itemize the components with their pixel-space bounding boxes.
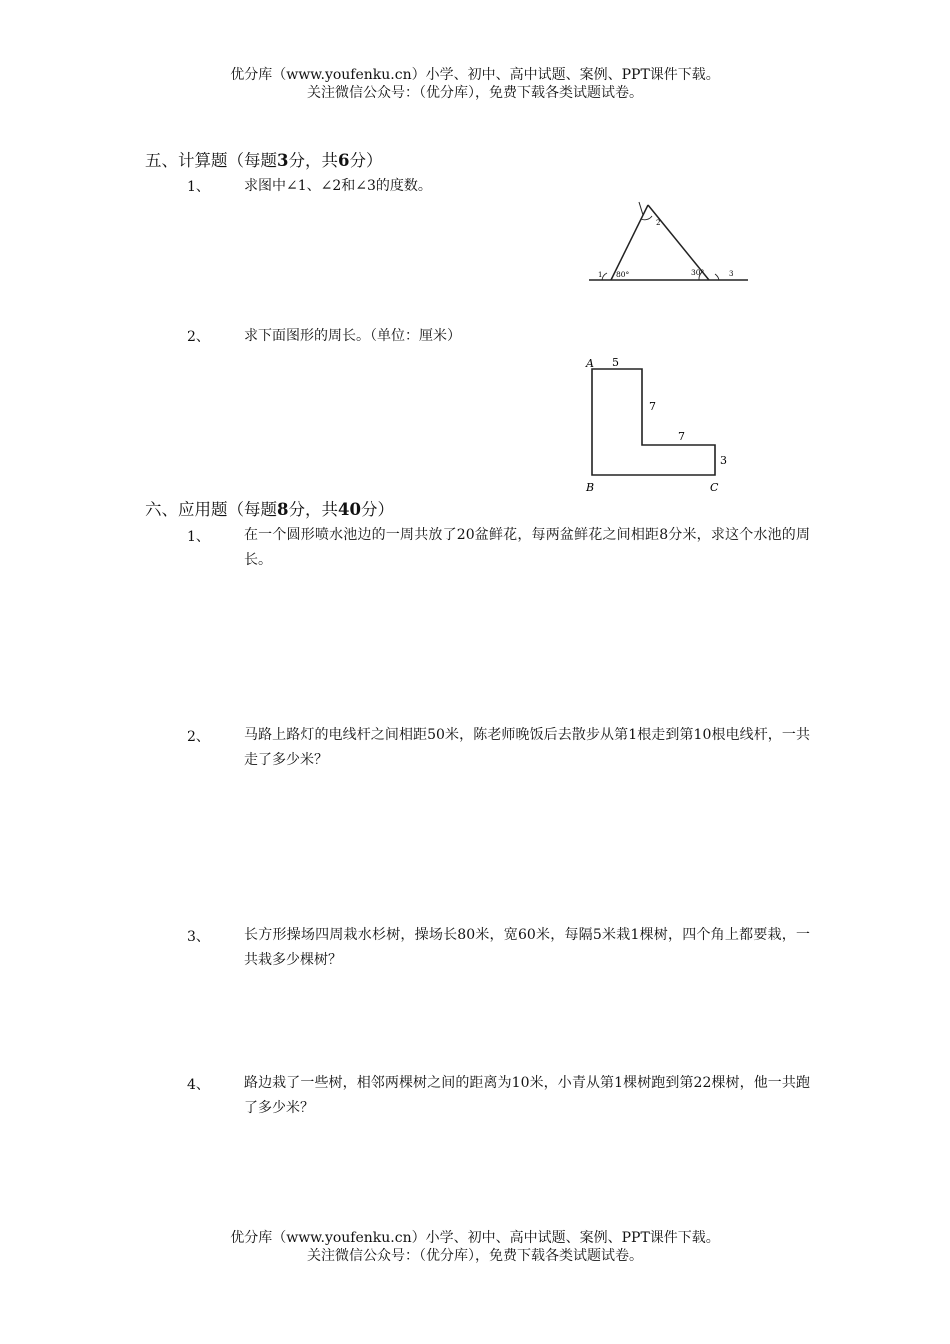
- q5-1-text: 求图中∠1、∠2和∠3的度数。: [244, 178, 432, 194]
- triangle-left-side: [611, 205, 648, 280]
- extension-line: [639, 202, 643, 215]
- section-6-title: 六、应用题（每题8分，共40分）: [145, 500, 394, 519]
- header-line-1: 优分库（www.youfenku.cn）小学、初中、高中试题、案例、PPT课件下载。: [230, 67, 720, 83]
- q6-1-text: 在一个圆形喷水池边的一周共放了20盆鲜花，每两盆鲜花之间相距8分米，求这个水池的周长。: [244, 527, 810, 568]
- angle-label-80: 80°: [616, 270, 630, 279]
- page-header: [0, 66, 950, 102]
- section-5-title: 五、计算题（每题3分，共6分）: [145, 151, 383, 170]
- vertex-label-c: C: [710, 481, 719, 494]
- footer-line-2: 关注微信公众号：（优分库），免费下载各类试题试卷。: [307, 1248, 643, 1264]
- q6-1-number: 1、: [187, 529, 210, 545]
- q5-2-text: 求下面图形的周长。（单位：厘米）: [244, 328, 461, 344]
- page-footer: [0, 1229, 950, 1265]
- angle-label-2: 2: [656, 219, 661, 227]
- triangle-figure: [585, 198, 755, 290]
- q6-3-number: 3、: [187, 929, 210, 945]
- l-shape-outline: [592, 369, 715, 475]
- q6-4-text: 路边栽了一些树，相邻两棵树之间的距离为10米，小青从第1棵树跑到第22棵树，他一共跑了多少米？: [244, 1075, 810, 1116]
- footer-line-1: 优分库（www.youfenku.cn）小学、初中、高中试题、案例、PPT课件下载。: [230, 1230, 720, 1246]
- angle-3-arc: [715, 274, 719, 280]
- q5-1-number: 1、: [187, 179, 210, 195]
- q6-4-number: 4、: [187, 1077, 210, 1093]
- q6-3-text: 长方形操场四周栽水杉树，操场长80米，宽60米，每隔5米栽1棵树，四个角上都要栽，一共栽多少棵树？: [244, 927, 810, 968]
- l-shape-figure: [580, 352, 740, 497]
- q5-2-number: 2、: [187, 329, 210, 345]
- angle-1-arc: [602, 273, 607, 280]
- angle-label-30: 30°: [691, 268, 705, 277]
- length-step: 7: [678, 430, 685, 443]
- length-top: 5: [612, 356, 619, 369]
- header-line-2: 关注微信公众号：（优分库），免费下载各类试题试卷。: [307, 85, 643, 101]
- vertex-label-a: A: [586, 357, 594, 370]
- q6-2-text: 马路上路灯的电线杆之间相距50米，陈老师晚饭后去散步从第1根走到第10根电线杆，一共走了多少米？: [244, 727, 810, 768]
- length-right-lower: 3: [720, 454, 727, 467]
- length-right-upper: 7: [649, 400, 656, 413]
- vertex-label-b: B: [586, 481, 595, 494]
- angle-label-3: 3: [729, 270, 734, 278]
- q6-2-number: 2、: [187, 729, 210, 745]
- angle-label-1: 1: [598, 271, 603, 279]
